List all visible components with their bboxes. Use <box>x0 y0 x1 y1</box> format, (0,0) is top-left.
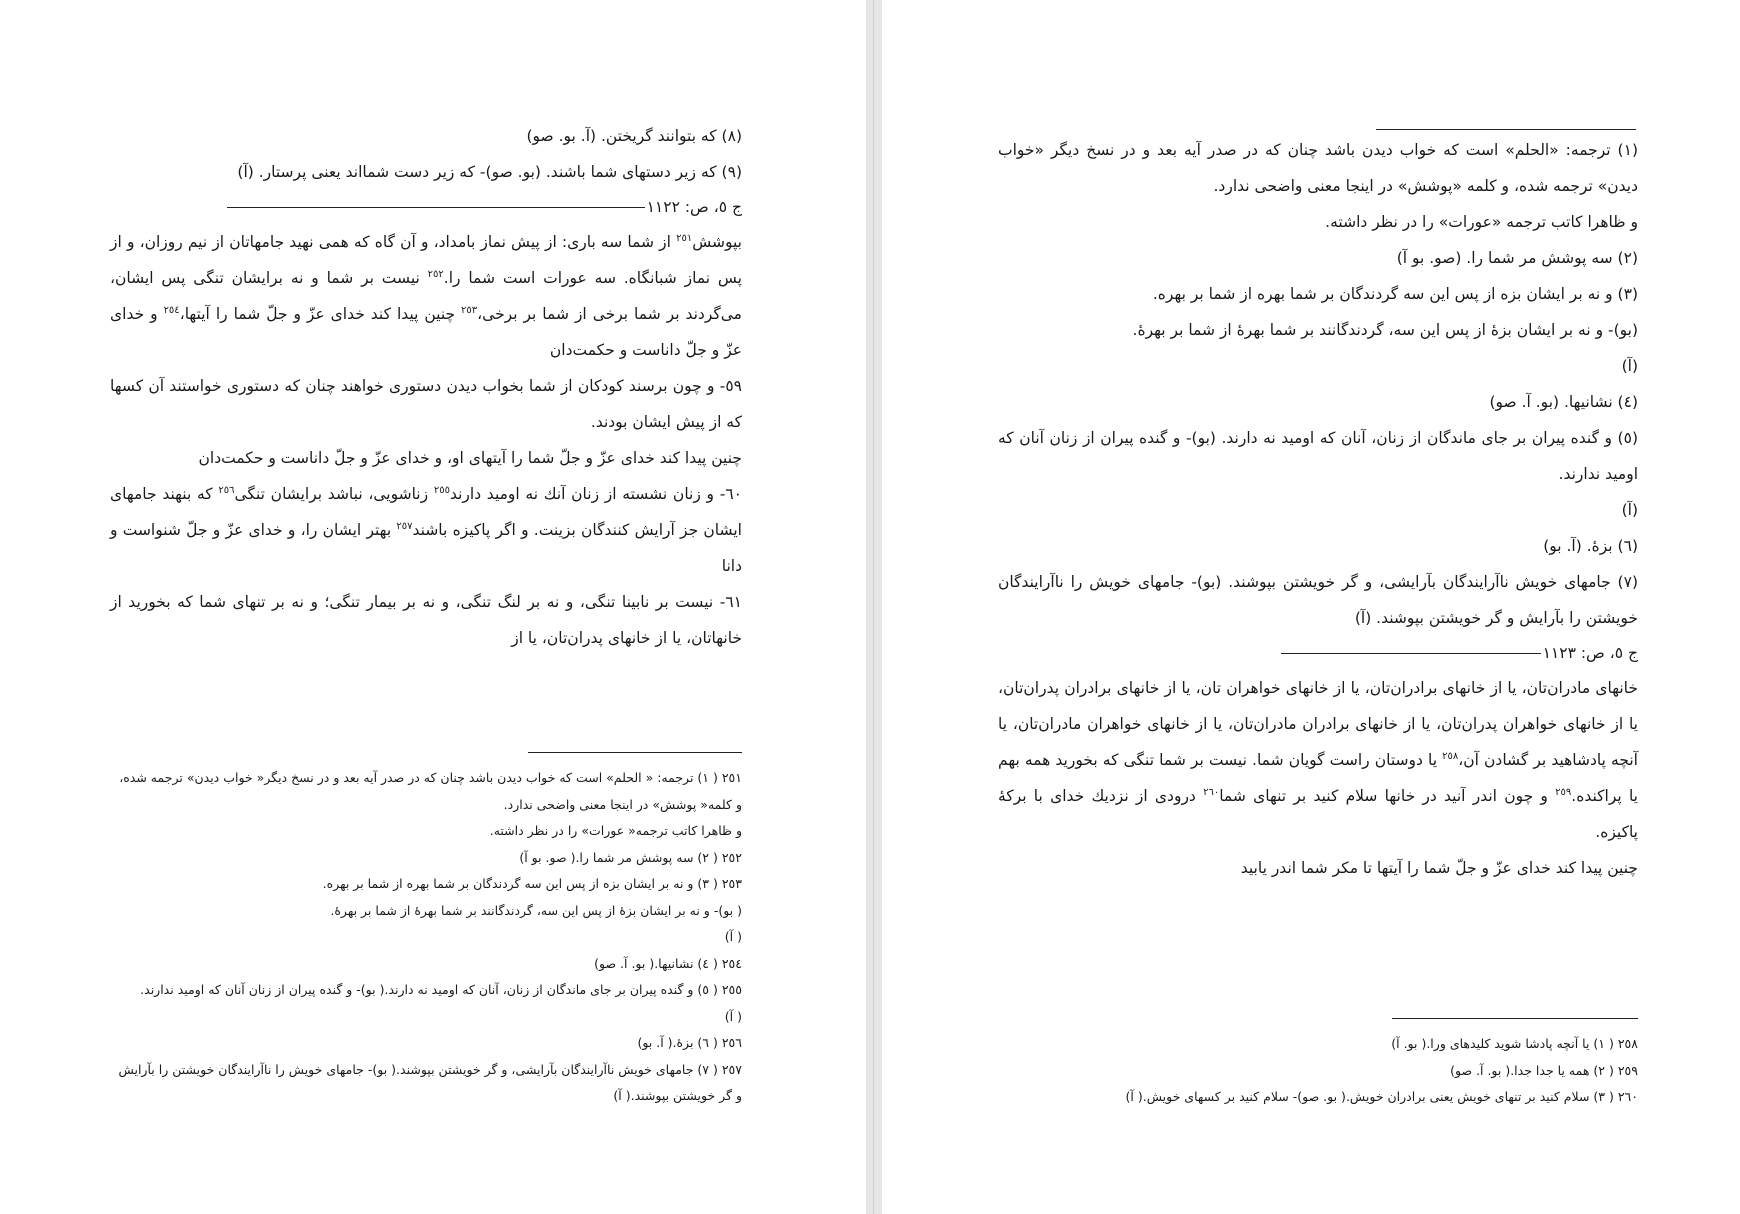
footnote-ref: ٢٥٢ <box>427 268 444 280</box>
right-main-text <box>998 118 1638 886</box>
text-run: که بنهند جامهای ایشان جز آرایش کنندگان بزینت. و اگر پاکیزه باشند <box>110 485 742 539</box>
text-run: خانهای مادران‌تان، یا از خانهای برادران‌تان، یا از خانهای خواهران تان، یا از خانهای برادران پدران‌تان، یا از خانهای خواهران پدران‌تان، یا از خانهای برادران مادران‌تان، یا از خانهای خواهران مادران‌تان، یا آنچه پادشاهید بر گشادن آن، <box>998 679 1638 769</box>
text-run: (٧) جامهای خویش ناآرایندگان بآرایشی، و گر خویشتن بپوشند. (بو)- جامهای خویش را ناآرایندگان خویشتن را بآرایش و گر خویشتن بپوشند. (آ) <box>998 573 1638 627</box>
right-body-2 <box>998 850 1638 886</box>
left-body-3 <box>110 440 742 476</box>
left-body-4 <box>110 476 742 584</box>
footnote-ref: ٢٥٨ <box>1442 750 1459 762</box>
footnote: ٢٥٣ ( ٣) و نه بر ایشان بزه از پس این سه گردندگان بر شما بهره از شما بر بهره. <box>322 876 742 891</box>
right-note-6 <box>998 348 1638 384</box>
page-break-label: ج ٥، ص: ١١٢٢ <box>646 198 742 216</box>
text-run: (٨) که بتوانند گریختن. (آ. بو. صو) <box>526 127 742 145</box>
gutter-divider <box>873 0 874 1214</box>
footnote: ٢٥١ ( ١) ترجمه: « الحلم» است که خواب دیدن باشد چنان که در صدر آیه بعد و در نسخ دیگر« خواب دیدن» ترجمه شده، و کلمه« پوشش» در اینجا معنی واضحی ندارد. <box>119 770 742 812</box>
left-body-5 <box>110 584 742 656</box>
text-run: یا دوستان راست گویان شما. نیست بر شما تنگی که بخورید همه بهم یا پراکنده. <box>998 751 1638 805</box>
page-break-marker <box>998 636 1638 670</box>
text-run: زناشویی، نباشد برایشان تنگی <box>234 485 434 503</box>
text-run: و خدای عزّ و جلّ داناست و حکمت‌دان <box>110 305 742 359</box>
right-note-5 <box>998 312 1638 348</box>
footnote: ( آ) <box>724 1008 742 1024</box>
text-run: ٥٩- و چون برسند کودکان از شما بخواب دیدن دستوری خواهند چنان که دستوری خواستند آن کسها که از پیش ایشان بودند. <box>110 377 742 431</box>
footnote-ref: ٢٥٦ <box>218 484 235 496</box>
text-run: (١) ترجمه: «الحلم» است که خواب دیدن باشد چنان که در صدر آیه بعد و در نسخ دیگر «خواب دیدن» ترجمه شده، و کلمه «پوشش» در اینجا معنی واضحی ندارد. <box>998 141 1638 195</box>
left-body-2 <box>110 368 742 440</box>
footnote: ٢٥٨ ( ١) یا آنچه پادشا شوید کلیدهای ورا.( بو. آ) <box>1391 1036 1638 1051</box>
text-run: (٣) و نه بر ایشان بزه از پس این سه گردندگان بر شما بهره از شما بر بهره. <box>1152 285 1638 303</box>
left-footnotes <box>110 752 742 1110</box>
footnote-ref: ٢٥٤ <box>163 304 180 316</box>
text-run: و چون اندر آنید در خانها سلام کنید بر تنهای شما <box>1219 787 1556 805</box>
right-note-2 <box>998 204 1638 240</box>
book-gutter <box>866 0 882 1214</box>
footnote-ref: ٢٥٧ <box>396 520 413 532</box>
left-body-1 <box>110 224 742 368</box>
left-para-1 <box>110 118 742 154</box>
footnote-ref: ٢٥٣ <box>461 304 478 316</box>
footnote: ٢٥٦ ( ٦) بزهٔ.( آ. بو) <box>637 1035 742 1050</box>
text-run: (بو)- و نه بر ایشان بزهٔ از پس این سه، گردندگانند بر شما بهرهٔ از شما بر بهرهٔ. <box>1132 321 1638 339</box>
left-page <box>0 0 866 1214</box>
right-note-11 <box>998 564 1638 636</box>
text-run: و ظاهرا کاتب ترجمه «عورات» را در نظر داشته. <box>1325 213 1638 231</box>
left-main-text <box>110 118 742 656</box>
right-note-3 <box>998 240 1638 276</box>
text-run: بهتر ایشان را، و خدای عزّ و جلّ شنواست و دانا <box>110 521 742 575</box>
page-break-label: ج ٥، ص: ١١٢٣ <box>1542 644 1638 662</box>
footnote: ٢٥٩ ( ٢) همه یا جدا جدا.( بو. آ. صو) <box>1450 1062 1638 1078</box>
text-run: از شما سه باری: از پیش نماز بامداد، و آن گاه که همی نهید جامهاتان از نیم روزان، و از پس نماز شبانگاه. سه عورات است شما را. <box>110 233 742 287</box>
text-run: (٩) که زیر دستهای شما باشند. (بو. صو)- که زیر دست شمااند یعنی پرستار. (آ) <box>237 163 742 181</box>
text-run: (آ) <box>1621 501 1638 519</box>
footnote-ref: ٢٥٥ <box>433 484 450 496</box>
text-run: نیست بر شما و نه برایشان تنگی پس ایشان، می‌گردند بر شما برخی از شما بر برخی، <box>110 269 742 323</box>
text-run: چنین پیدا کند خدای عزّ و جلّ شما را آیتها تا مکر شما اندر یابید <box>1240 859 1638 877</box>
footnote: و ظاهرا کاتب ترجمه« عورات» را در نظر داشته. <box>489 823 742 838</box>
footnote: ٢٥٥ ( ٥) و گنده پیران بر جای ماندگان از زنان، آنان که اومید نه دارند.( بو)- و گنده پیران از زنان آنان که اومید ندارند. <box>140 982 742 997</box>
text-run: (٦) بزهٔ. (آ. بو) <box>1543 537 1638 555</box>
text-run: ٦٠- و زنان نشسته از زنان آنك نه اومید دارند <box>449 485 742 503</box>
footnote: ( بو)- و نه بر ایشان بزهٔ از پس این سه، گردندگانند بر شما بهرهٔ از شما بر بهرهٔ. <box>330 902 742 918</box>
right-footnotes <box>998 1018 1638 1111</box>
footnote: ٢٥٢ ( ٢) سه پوشش مر شما را.( صو. بو آ) <box>519 849 742 865</box>
text-run: درودی از نزدیك خدای با برکهٔ پاکیزه. <box>998 787 1638 841</box>
right-note-10 <box>998 528 1638 564</box>
page-break-marker <box>110 190 742 224</box>
footnote-rule <box>528 752 742 753</box>
page-break-rule <box>1281 653 1541 654</box>
footnote: ٢٥٤ ( ٤) نشانیها.( بو. آ. صو) <box>594 955 742 971</box>
text-run: بپوشش <box>692 233 742 251</box>
footnote: ( آ) <box>724 929 742 944</box>
right-note-4 <box>998 276 1638 312</box>
text-run: چنین پیدا کند خدای عزّ و جلّ شما را آیتها، <box>179 305 462 323</box>
right-page <box>882 0 1740 1214</box>
top-rule <box>998 118 1638 132</box>
left-para-2 <box>110 154 742 190</box>
footnote-ref: ٢٥٩ <box>1555 786 1572 798</box>
footnote: ٢٦٠ ( ٣) سلام کنید بر تنهای خویش یعنی برادران خویش.( بو. صو)- سلام کنید بر کسهای خویش.( آ) <box>1125 1089 1638 1104</box>
text-run: (آ) <box>1621 357 1638 375</box>
footnote-ref: ٢٥١ <box>676 232 693 244</box>
top-divider-rule <box>1376 129 1636 130</box>
text-run: چنین پیدا کند خدای عزّ و جلّ شما را آیتهای او، و خدای عزّ و جلّ داناست و حکمت‌دان <box>198 449 742 467</box>
text-run: ٦١- نیست بر نابینا تنگی، و نه بر لنگ تنگی، و نه بر بیمار تنگی؛ و نه بر تنهای شما که بخورید از خانهاتان، یا از خانهای پدران‌تان، یا از <box>110 593 742 647</box>
footnote-ref: ٢٦٠ <box>1203 786 1220 798</box>
text-run: (٥) و گنده پیران بر جای ماندگان از زنان، آنان که اومید نه دارند. (بو)- و گنده پیران از زنان آنان که اومید ندارند. <box>998 429 1638 483</box>
footnote-rule <box>1392 1018 1638 1019</box>
right-note-8 <box>998 420 1638 492</box>
right-body-1 <box>998 670 1638 850</box>
right-note-9 <box>998 492 1638 528</box>
page-break-rule <box>227 207 645 208</box>
right-note-7 <box>998 384 1638 420</box>
footnote: ٢٥٧ ( ٧) جامهای خویش ناآرایندگان بآرایشی، و گر خویشتن بپوشند.( بو)- جامهای خویش را ناآرایندگان خویشتن را بآرایش و گر خویشتن بپوشند.( آ) <box>118 1061 742 1103</box>
right-note-1 <box>998 132 1638 204</box>
text-run: (٢) سه پوشش مر شما را. (صو. بو آ) <box>1396 249 1638 267</box>
text-run: (٤) نشانیها. (بو. آ. صو) <box>1489 393 1638 411</box>
